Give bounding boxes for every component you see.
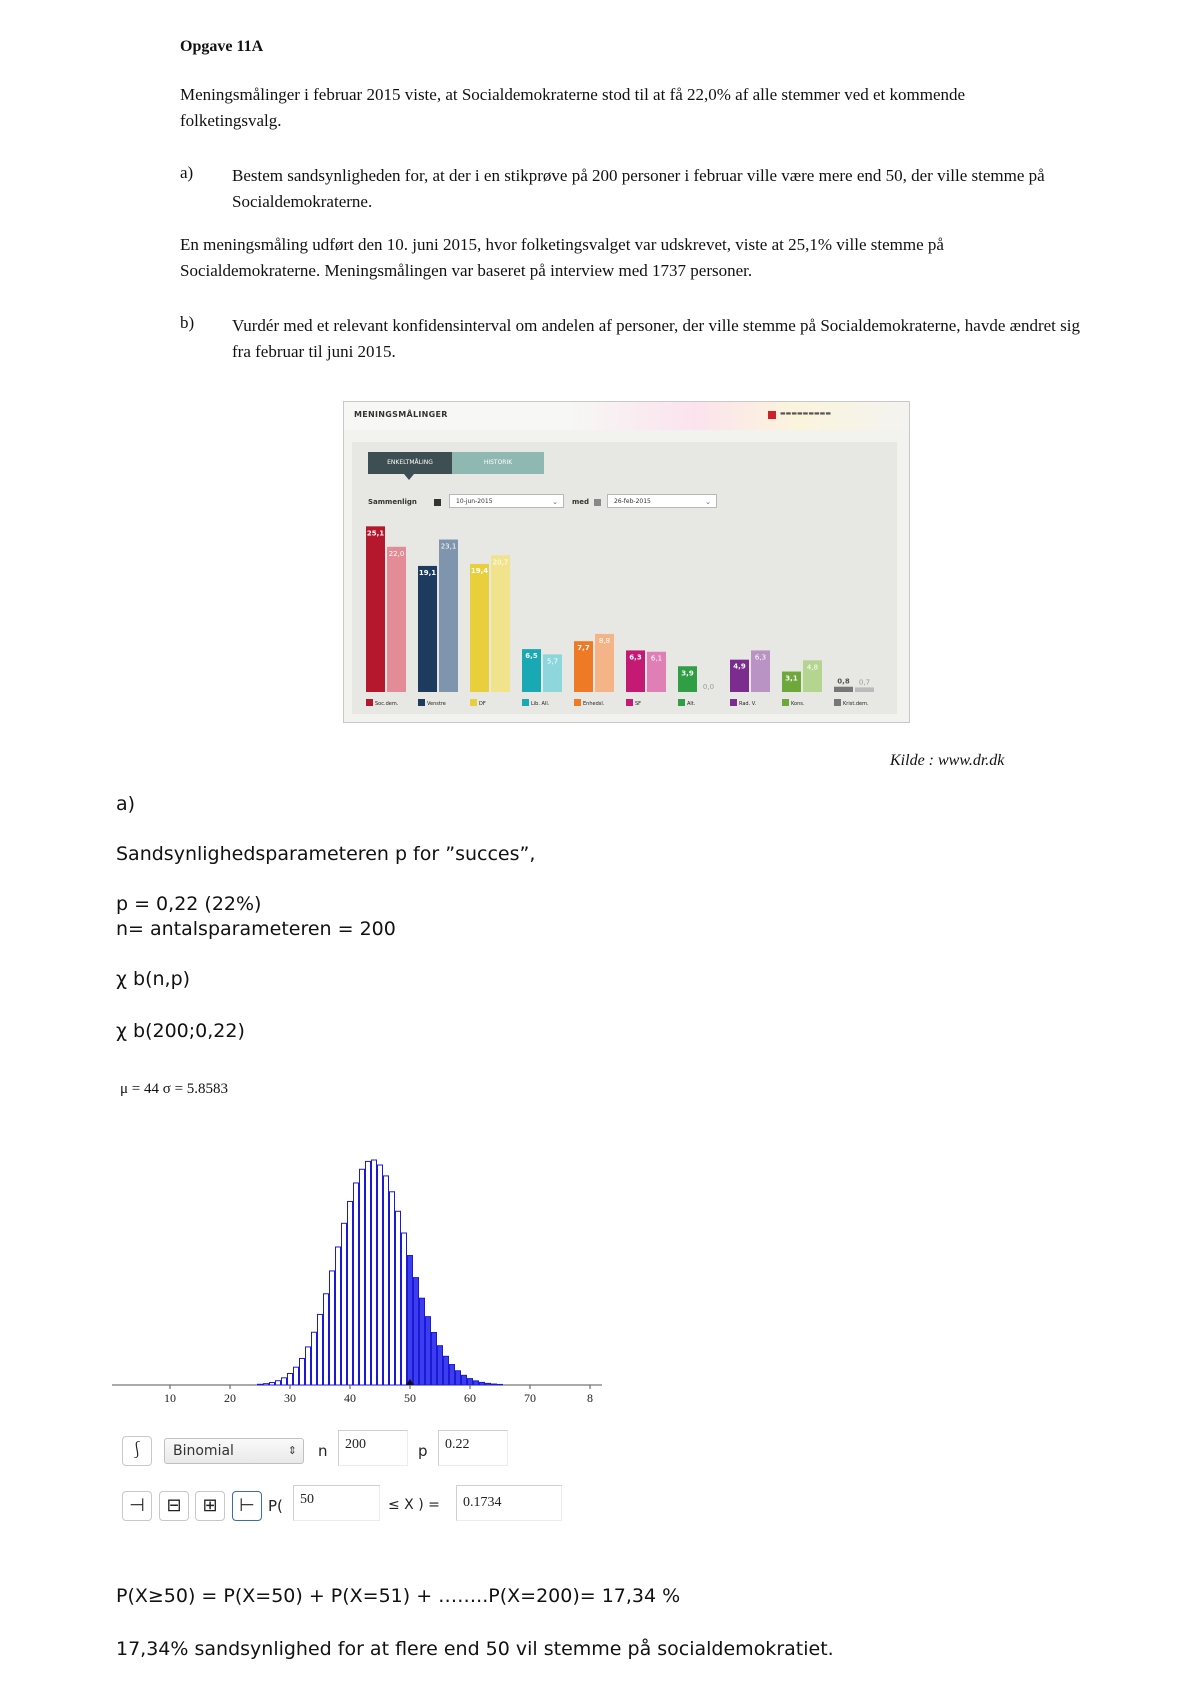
question-b-text: Vurdér med et relevant konfidensinterval om andelen af personer, der ville stemme på Socialdemokraterne, havde ændret sig fra februar til juni 2015. — [232, 316, 1080, 361]
binomial-bar — [318, 1314, 323, 1385]
legend-label: Krist.dem. — [843, 701, 869, 707]
conclusion-formula: P(X≥50) = P(X=50) + P(X=51) + ……..P(X=200)= 17,34 % — [116, 1585, 681, 1607]
p-input[interactable]: 0.22 — [438, 1430, 508, 1466]
poll-bar-feb — [491, 555, 510, 692]
binomial-bar-highlighted — [438, 1346, 443, 1385]
binomial-bar — [348, 1201, 353, 1385]
legend-swatch — [782, 699, 789, 706]
distribution-value: Binomial — [173, 1443, 234, 1459]
subscribe-icon — [768, 411, 776, 419]
poll-label-jun: 6,3 — [629, 653, 642, 662]
prob-prefix: P( — [268, 1497, 283, 1515]
poll-label-jun: 25,1 — [366, 529, 385, 538]
poll-label-feb: 8,8 — [598, 636, 611, 645]
binomial-bar — [372, 1160, 377, 1385]
n-label: n — [318, 1442, 328, 1460]
poll-label-jun: 0,8 — [837, 677, 850, 686]
legend-label: Soc.dem. — [375, 701, 399, 707]
binomial-bar — [312, 1332, 317, 1385]
poll-label-jun: 19,4 — [470, 566, 489, 575]
compare-swatch — [434, 499, 441, 506]
binomial-bar — [294, 1367, 299, 1385]
poll-screenshot — [343, 401, 910, 723]
updown-arrow-icon: ⇕ — [287, 1444, 297, 1457]
poll-label-feb: 0,7 — [858, 678, 871, 687]
binomial-bar-highlighted — [468, 1379, 473, 1385]
poll-bar-jun — [834, 687, 853, 692]
legend-label: Venstre — [427, 701, 446, 707]
task-intro: Meningsmålinger i februar 2015 viste, at Socialdemokraterne stod til at få 22,0% af alle stemmer ved et kommende folketingsvalg. — [180, 85, 966, 130]
source-credit: Kilde : www.dr.dk — [890, 752, 1005, 769]
binomial-bar — [336, 1247, 341, 1385]
legend-label: Enhedsl. — [583, 701, 605, 707]
binomial-bar — [360, 1169, 365, 1385]
poll-label-jun: 6,5 — [525, 652, 538, 661]
binomial-bar-highlighted — [492, 1384, 497, 1385]
right-sided-icon[interactable]: ⊢ — [232, 1491, 262, 1521]
p-label: p — [418, 1442, 428, 1460]
question-a-text: Bestem sandsynligheden for, at der i en stikprøve på 200 personer i februar ville være mere end 50, der ville stemme på Socialdemokraterne. — [232, 166, 1045, 211]
poll-label-jun: 3,9 — [681, 669, 694, 678]
question-a-letter: a) — [180, 163, 194, 182]
n-input[interactable]: 200 — [338, 1430, 408, 1466]
poll-bar-feb — [855, 687, 874, 692]
binomial-bar — [378, 1165, 383, 1385]
cumulative-toggle-icon[interactable]: ⎰ — [122, 1436, 152, 1466]
with-date-select[interactable] — [607, 494, 717, 508]
poll-header — [344, 402, 909, 430]
legend-swatch — [470, 699, 477, 706]
legend-swatch — [834, 699, 841, 706]
poll-label-feb: 22,0 — [388, 549, 405, 558]
poll-bar-jun — [418, 566, 437, 692]
solution-part-label: a) — [116, 793, 136, 815]
solution-line-2: p = 0,22 (22%) — [116, 893, 262, 915]
x-tick-label: 70 — [524, 1391, 536, 1405]
binomial-bar-highlighted — [408, 1256, 413, 1385]
poll-label-feb: 0,0 — [702, 683, 715, 691]
distribution-select[interactable] — [164, 1438, 304, 1464]
prob-result: 0.1734 — [456, 1485, 562, 1521]
poll-label-jun: 7,7 — [577, 644, 590, 653]
compare-date-select[interactable] — [449, 494, 564, 508]
tab-enkeltmaaling[interactable]: ENKELTMÅLING — [368, 452, 452, 474]
with-swatch — [594, 499, 601, 506]
binomial-bar — [276, 1381, 281, 1385]
binomial-bar — [384, 1176, 389, 1385]
solution-line-4: χ b(n,p) — [116, 968, 191, 990]
binomial-bar — [282, 1378, 287, 1385]
legend-swatch — [366, 699, 373, 706]
poll-label-feb: 5,7 — [546, 657, 559, 666]
binomial-bar — [402, 1233, 407, 1385]
x-tick-label: 10 — [164, 1391, 176, 1405]
legend-swatch — [678, 699, 685, 706]
binomial-bar-highlighted — [498, 1384, 503, 1385]
poll-bar-chart — [352, 512, 882, 717]
legend-label: SF — [635, 701, 642, 707]
two-tailed-icon[interactable]: ⊞ — [195, 1491, 225, 1521]
poll-label-jun: 19,1 — [418, 568, 437, 577]
binomial-bar-highlighted — [432, 1333, 437, 1385]
poll-label-jun: 3,1 — [785, 674, 798, 683]
legend-label: Rad. V. — [739, 701, 757, 707]
binomial-bar — [306, 1347, 311, 1385]
binomial-plot — [112, 1140, 602, 1410]
task-info: En meningsmåling udført den 10. juni 2015, hvor folketingsvalget var udskrevet, viste at 25,1% ville stemme på Socialdemokraterne. Meningsmålingen var baseret på interview med 1737 personer. — [180, 235, 944, 280]
with-label: med — [572, 498, 590, 506]
poll-label-feb: 6,3 — [754, 653, 767, 662]
solution-line-5: χ b(200;0,22) — [116, 1020, 245, 1042]
binomial-bar-highlighted — [456, 1371, 461, 1385]
binomial-bar — [330, 1271, 335, 1385]
x-tick-label: 40 — [344, 1391, 356, 1405]
with-date-value: 26-feb-2015 — [614, 498, 651, 505]
chevron-down-icon: ⌄ — [552, 498, 558, 506]
legend-swatch — [730, 699, 737, 706]
legend-label: Kons. — [791, 701, 805, 707]
prob-suffix: ≤ X ) = — [388, 1497, 440, 1513]
legend-label: Lib. All. — [531, 701, 550, 707]
legend-label: DF — [479, 701, 486, 707]
binomial-bar-highlighted — [486, 1383, 491, 1385]
question-b-letter: b) — [180, 313, 195, 332]
legend-swatch — [574, 699, 581, 706]
mu-sigma-readout: μ = 44 σ = 5.8583 — [120, 1081, 229, 1097]
compare-label: Sammenlign — [368, 498, 417, 506]
x-tick-label: 8 — [587, 1391, 593, 1405]
legend-swatch — [626, 699, 633, 706]
poll-header-title: MENINGSMÅLINGER — [354, 410, 448, 419]
binomial-bar-highlighted — [474, 1381, 479, 1385]
x-tick-label: 60 — [464, 1391, 476, 1405]
tab-historik[interactable]: HISTORIK — [452, 452, 544, 474]
compare-date-value: 10-jun-2015 — [456, 498, 493, 505]
poll-label-feb: 23,1 — [440, 542, 457, 551]
poll-bar-feb — [387, 547, 406, 692]
solution-line-1: Sandsynlighedsparameteren p for ”succes”, — [116, 843, 536, 865]
task-title: Opgave 11A — [180, 38, 264, 55]
poll-bar-jun — [470, 564, 489, 692]
subscribe-text: ▬▬▬▬▬▬▬▬▬ — [780, 410, 832, 417]
x-tick-label: 50 — [404, 1391, 416, 1405]
legend-label: Alt. — [687, 701, 696, 707]
binomial-bar-highlighted — [444, 1356, 449, 1385]
binomial-bar — [354, 1183, 359, 1385]
binomial-bar-highlighted — [450, 1365, 455, 1385]
chevron-down-icon: ⌄ — [705, 498, 711, 506]
poll-bar-jun — [366, 526, 385, 692]
binomial-bar — [342, 1223, 347, 1385]
solution-line-3: n= antalsparameteren = 200 — [116, 918, 396, 940]
binomial-bar — [390, 1192, 395, 1385]
conclusion-text: 17,34% sandsynlighed for at flere end 50 vil stemme på socialdemokratiet. — [116, 1638, 834, 1660]
binomial-bar — [264, 1384, 269, 1385]
binomial-bar — [396, 1211, 401, 1385]
binomial-bar-highlighted — [462, 1375, 467, 1385]
binomial-bar — [300, 1358, 305, 1385]
prob-bound-input[interactable]: 50 — [293, 1485, 380, 1521]
poll-label-feb: 4,8 — [806, 663, 819, 672]
binomial-bar-highlighted — [426, 1317, 431, 1385]
binomial-bar — [324, 1294, 329, 1385]
binomial-bar — [270, 1383, 275, 1385]
tab-pointer — [404, 474, 414, 480]
poll-label-jun: 4,9 — [733, 662, 746, 671]
binomial-bar — [258, 1384, 263, 1385]
poll-label-feb: 20,7 — [492, 558, 509, 567]
left-sided-icon[interactable]: ⊣ — [122, 1491, 152, 1521]
interval-icon[interactable]: ⊟ — [159, 1491, 189, 1521]
poll-label-feb: 6,1 — [650, 654, 663, 663]
legend-swatch — [418, 699, 425, 706]
poll-bar-feb — [439, 540, 458, 692]
binomial-bar-highlighted — [480, 1382, 485, 1385]
legend-swatch — [522, 699, 529, 706]
x-tick-label: 20 — [224, 1391, 236, 1405]
binomial-bar-highlighted — [420, 1298, 425, 1385]
binomial-bar — [366, 1161, 371, 1385]
x-tick-label: 30 — [284, 1391, 296, 1405]
binomial-bar-highlighted — [414, 1278, 419, 1385]
binomial-bar — [288, 1373, 293, 1385]
